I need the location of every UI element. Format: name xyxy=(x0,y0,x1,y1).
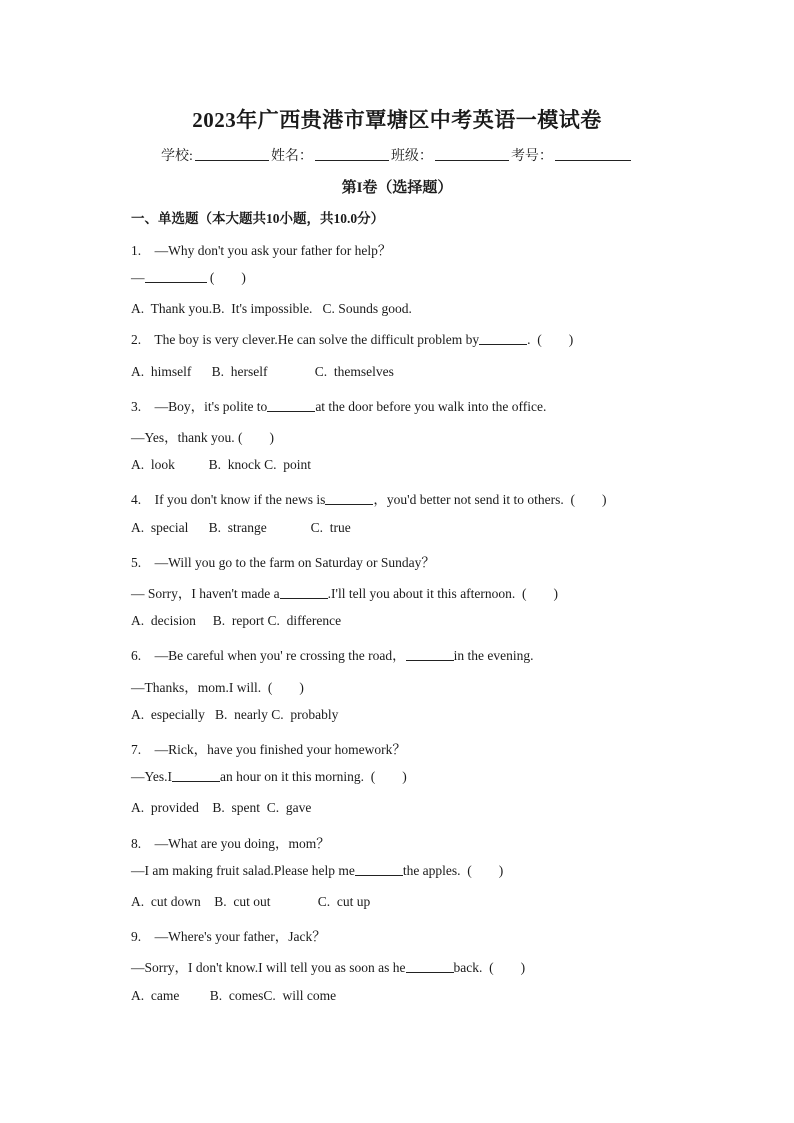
question-line xyxy=(131,488,606,508)
class-blank xyxy=(435,148,509,161)
question-line xyxy=(131,364,394,380)
line-text: 3. —Boy，it's polite to xyxy=(131,399,268,414)
question-line xyxy=(131,301,412,317)
line-text: —I am making fruit salad.Please help me xyxy=(131,863,355,878)
line-text: — xyxy=(131,270,145,285)
line-text: 6. —Be careful when you' re crossing the road， xyxy=(131,648,406,663)
question-line xyxy=(131,644,533,664)
question-line xyxy=(131,832,330,852)
line-text: 7. —Rick，have you finished your homework？ xyxy=(131,742,406,757)
line-text: A. Thank you.B. It's impossible. C. Sounds good. xyxy=(131,301,412,316)
question-line xyxy=(131,457,311,473)
line-text-after-blank: . ( ) xyxy=(527,332,574,347)
line-text: 1. —Why don't you ask your father for help？ xyxy=(131,243,392,258)
line-text: 5. —Will you go to the farm on Saturday or Sunday？ xyxy=(131,555,435,570)
question-line xyxy=(131,800,311,816)
line-text-after-blank: ( ) xyxy=(206,270,246,285)
question-line xyxy=(131,551,435,571)
number-blank xyxy=(555,148,631,161)
question-line xyxy=(131,956,525,976)
answer-blank xyxy=(406,648,454,661)
student-info-row xyxy=(0,145,794,165)
question-line xyxy=(131,270,246,286)
answer-blank xyxy=(325,492,373,505)
line-text: A. look B. knock C. point xyxy=(131,457,312,472)
line-text: 8. —What are you doing，mom？ xyxy=(131,836,330,851)
school-label: 学校: xyxy=(161,149,193,164)
question-line xyxy=(131,613,341,629)
line-text: —Yes，thank you. ( ) xyxy=(131,430,275,445)
line-text-after-blank: back. ( ) xyxy=(453,960,526,975)
line-text: A. special B. strange C. true xyxy=(131,520,351,535)
part-heading: 一、单选题（本大题共10小题，共10.0分） xyxy=(131,211,385,226)
line-text-after-blank: .I'll tell you about it this afternoon. ( ) xyxy=(327,586,559,601)
question-line xyxy=(131,769,407,785)
line-text: —Sorry，I don't know.I will tell you as soon as he xyxy=(131,960,406,975)
answer-blank xyxy=(406,960,454,973)
question-line xyxy=(131,676,304,696)
name-blank xyxy=(315,148,389,161)
question-line xyxy=(131,925,326,945)
question-line xyxy=(131,894,370,910)
question-line xyxy=(131,239,391,259)
exam-title: 2023年广西贵港市覃塘区中考英语一模试卷 xyxy=(192,108,602,132)
section-heading: 第I卷（选择题） xyxy=(341,180,453,196)
line-text-after-blank: in the evening. xyxy=(453,648,534,663)
question-line xyxy=(131,332,573,348)
line-text: A. decision B. report C. difference xyxy=(131,613,342,628)
number-label: 考号： xyxy=(510,149,553,164)
answer-blank xyxy=(145,270,207,283)
answer-blank xyxy=(280,586,328,599)
question-line xyxy=(131,520,351,536)
school-blank xyxy=(195,148,269,161)
question-line xyxy=(131,988,336,1004)
class-label: 班级： xyxy=(390,149,433,164)
line-text-after-blank: at the door before you walk into the office. xyxy=(315,399,547,414)
line-text: A. cut down B. cut out C. cut up xyxy=(131,894,371,909)
line-text-after-blank: an hour on it this morning. ( ) xyxy=(220,769,407,784)
question-line xyxy=(131,395,546,415)
answer-blank xyxy=(267,399,315,412)
line-text: 9. —Where's your father，Jack？ xyxy=(131,929,326,944)
answer-blank xyxy=(479,332,527,345)
question-line xyxy=(131,738,406,758)
question-line xyxy=(131,863,503,879)
line-text: 2. The boy is very clever.He can solve the difficult problem by xyxy=(131,332,480,347)
line-text: 4. If you don't know if the news is xyxy=(131,492,326,507)
answer-blank xyxy=(172,769,220,782)
line-text: —Thanks，mom.I will. ( ) xyxy=(131,680,304,695)
answer-blank xyxy=(355,863,403,876)
line-text: —Yes.I xyxy=(131,769,173,784)
line-text-after-blank: the apples. ( ) xyxy=(402,863,504,878)
question-line xyxy=(131,426,274,446)
question-line xyxy=(131,707,338,723)
line-text: A. especially B. nearly C. probably xyxy=(131,707,339,722)
line-text: A. himself B. herself C. themselves xyxy=(131,364,394,379)
line-text-after-blank: ，you'd better not send it to others. ( ) xyxy=(373,492,607,507)
line-text: A. provided B. spent C. gave xyxy=(131,800,312,815)
name-label: 姓名： xyxy=(270,149,313,164)
question-line xyxy=(131,582,558,602)
line-text: A. came B. comesC. will come xyxy=(131,988,337,1003)
line-text: — Sorry，I haven't made a xyxy=(131,586,280,601)
